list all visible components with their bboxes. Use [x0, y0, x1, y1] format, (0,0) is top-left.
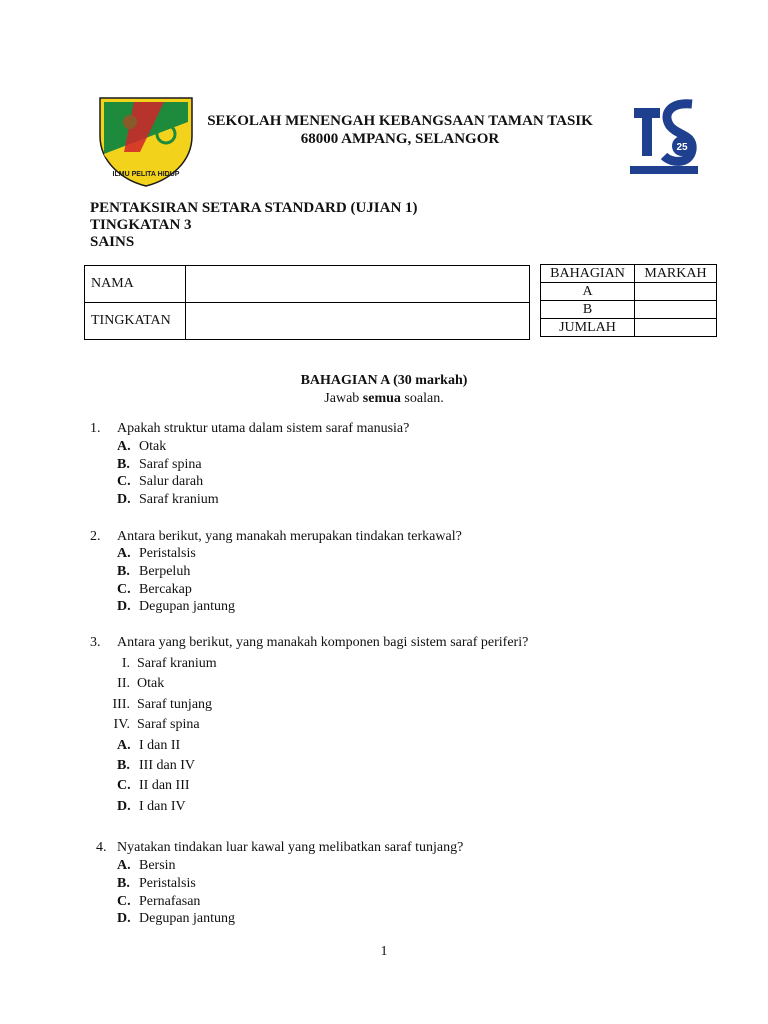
class-field[interactable]: [186, 303, 530, 340]
answer-option[interactable]: B. Berpeluh: [117, 564, 191, 579]
answer-option[interactable]: D. Degupan jantung: [117, 911, 236, 926]
answer-option[interactable]: D. Degupan jantung: [117, 599, 236, 614]
answer-option[interactable]: C. II dan III: [117, 778, 190, 793]
question-text: Antara yang berikut, yang manakah komponen bagi sistem saraf periferi?: [117, 635, 529, 650]
marks-header-marks: MARKAH: [635, 265, 717, 283]
question-text: Nyatakan tindakan luar kawal yang melibatkan saraf tunjang?: [117, 840, 464, 855]
crest-motto: ILMU PELITA HIDUP: [112, 171, 180, 178]
answer-option[interactable]: A. Peristalsis: [117, 546, 196, 561]
answer-option[interactable]: B. III dan IV: [117, 758, 195, 773]
marks-row-label: JUMLAH: [541, 319, 635, 337]
answer-option[interactable]: B. Saraf spina: [117, 457, 202, 472]
marks-row-label: B: [541, 301, 635, 319]
question-number: 1.: [90, 421, 101, 436]
question-number: 4.: [96, 840, 107, 855]
exam-form: TINGKATAN 3: [90, 217, 192, 233]
question: [90, 420, 409, 438]
student-id-table: [84, 265, 530, 340]
exam-title: PENTAKSIRAN SETARA STANDARD (UJIAN 1): [90, 200, 418, 216]
question-text: Apakah struktur utama dalam sistem saraf manusia?: [117, 421, 410, 436]
answer-option[interactable]: C. Salur darah: [117, 474, 204, 489]
name-field[interactable]: [186, 266, 530, 303]
marks-cell[interactable]: [635, 301, 717, 319]
answer-option[interactable]: B. Peristalsis: [117, 876, 196, 891]
question: [90, 528, 462, 546]
school-name: SEKOLAH MENENGAH KEBANGSAAN TAMAN TASIK: [207, 113, 593, 129]
page-number: 1: [380, 944, 388, 959]
answer-option[interactable]: A. Bersin: [117, 858, 176, 873]
question-text: Antara berikut, yang manakah merupakan tindakan terkawal?: [117, 529, 462, 544]
answer-option[interactable]: C. Pernafasan: [117, 894, 201, 909]
marks-table: [540, 264, 717, 337]
answer-option[interactable]: A. I dan II: [117, 738, 181, 753]
section-title: BAHAGIAN A (30 markah): [300, 373, 468, 388]
marks-row-label: A: [541, 283, 635, 301]
marks-header-section: BAHAGIAN: [541, 265, 635, 283]
exam-subject: SAINS: [90, 234, 135, 250]
question: [96, 839, 463, 857]
roman-item: I. Saraf kranium: [121, 656, 217, 671]
question: [90, 634, 528, 652]
question-number: 3.: [90, 635, 101, 650]
roman-item: III. Saraf tunjang: [112, 697, 213, 712]
ts25-badge: 25: [676, 142, 688, 153]
answer-option[interactable]: C. Bercakap: [117, 582, 192, 597]
exam-info: [90, 200, 418, 251]
answer-option[interactable]: D. Saraf kranium: [117, 492, 219, 507]
name-label: NAMA: [85, 266, 186, 303]
answer-option[interactable]: D. I dan IV: [117, 799, 186, 814]
roman-item: II. Otak: [117, 676, 165, 691]
roman-item: IV. Saraf spina: [113, 717, 200, 732]
answer-option[interactable]: A. Otak: [117, 439, 167, 454]
section-instruction: Jawab semua soalan.: [324, 391, 444, 406]
school-address: 68000 AMPANG, SELANGOR: [300, 131, 500, 147]
class-label: TINGKATAN: [85, 303, 186, 340]
marks-cell[interactable]: [635, 283, 717, 301]
question-number: 2.: [90, 529, 101, 544]
marks-cell[interactable]: [635, 319, 717, 337]
